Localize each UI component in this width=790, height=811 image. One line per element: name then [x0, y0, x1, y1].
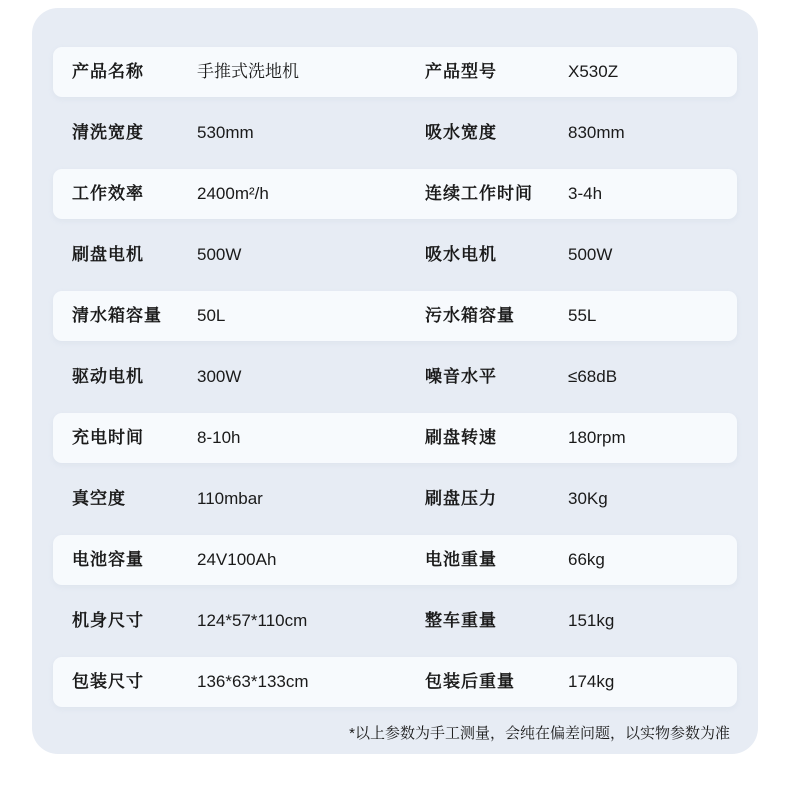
spec-row [53, 47, 737, 97]
spec-value-right: 55L [568, 306, 597, 325]
spec-label-right: 污水箱容量 [425, 306, 515, 325]
product-spec-card [32, 8, 758, 754]
spec-value-right: 30Kg [568, 489, 608, 508]
spec-label-right: 吸水电机 [425, 245, 497, 264]
spec-label-right: 连续工作时间 [425, 184, 533, 203]
spec-value-right: ≤68dB [568, 367, 618, 386]
spec-row [53, 413, 737, 463]
spec-row [53, 352, 737, 402]
spec-value-right: 500W [568, 245, 613, 264]
spec-label-right: 整车重量 [425, 611, 497, 630]
spec-value-left: 24V100Ah [197, 550, 277, 569]
spec-value-left: 110mbar [197, 489, 263, 508]
spec-row [53, 596, 737, 646]
spec-label-left: 产品名称 [72, 62, 144, 81]
spec-value-left: 530mm [197, 123, 254, 142]
spec-label-right: 噪音水平 [425, 367, 497, 386]
spec-value-left: 2400m²/h [197, 184, 269, 203]
spec-value-right: 151kg [568, 611, 615, 630]
spec-row [53, 230, 737, 280]
spec-label-left: 刷盘电机 [72, 245, 144, 264]
spec-row [53, 535, 737, 585]
spec-label-right: 电池重量 [425, 550, 497, 569]
spec-label-right: 刷盘转速 [425, 428, 497, 447]
spec-value-left: 50L [197, 306, 226, 325]
spec-value-left: 300W [197, 367, 242, 386]
spec-label-left: 机身尺寸 [72, 611, 144, 630]
spec-label-left: 电池容量 [72, 550, 144, 569]
spec-label-right: 产品型号 [425, 62, 497, 81]
spec-label-left: 真空度 [72, 489, 126, 508]
spec-value-right: 3-4h [568, 184, 603, 203]
spec-label-left: 清水箱容量 [72, 306, 162, 325]
spec-value-left: 124*57*110cm [197, 611, 308, 630]
measurement-disclaimer: *以上参数为手工测量，会纯在偏差问题，以实物参数为准 [349, 725, 730, 742]
spec-value-right: 180rpm [568, 428, 626, 447]
spec-label-left: 驱动电机 [72, 367, 144, 386]
spec-value-right: 830mm [568, 123, 625, 142]
spec-label-right: 包装后重量 [425, 672, 515, 691]
spec-rows-container [53, 47, 737, 718]
spec-label-left: 工作效率 [72, 184, 144, 203]
spec-row [53, 657, 737, 707]
spec-value-left: 500W [197, 245, 242, 264]
spec-value-right: X530Z [568, 62, 619, 81]
spec-row [53, 169, 737, 219]
spec-label-right: 刷盘压力 [425, 489, 497, 508]
spec-value-right: 174kg [568, 672, 615, 691]
spec-value-left: 8-10h [197, 428, 241, 447]
spec-value-left: 136*63*133cm [197, 672, 309, 691]
spec-row [53, 291, 737, 341]
spec-value-right: 66kg [568, 550, 605, 569]
spec-label-left: 清洗宽度 [72, 123, 144, 142]
spec-label-left: 包装尺寸 [72, 672, 144, 691]
spec-value-left: 手推式洗地机 [197, 62, 299, 81]
spec-label-left: 充电时间 [72, 428, 144, 447]
spec-row [53, 108, 737, 158]
spec-label-right: 吸水宽度 [425, 123, 497, 142]
spec-row [53, 474, 737, 524]
